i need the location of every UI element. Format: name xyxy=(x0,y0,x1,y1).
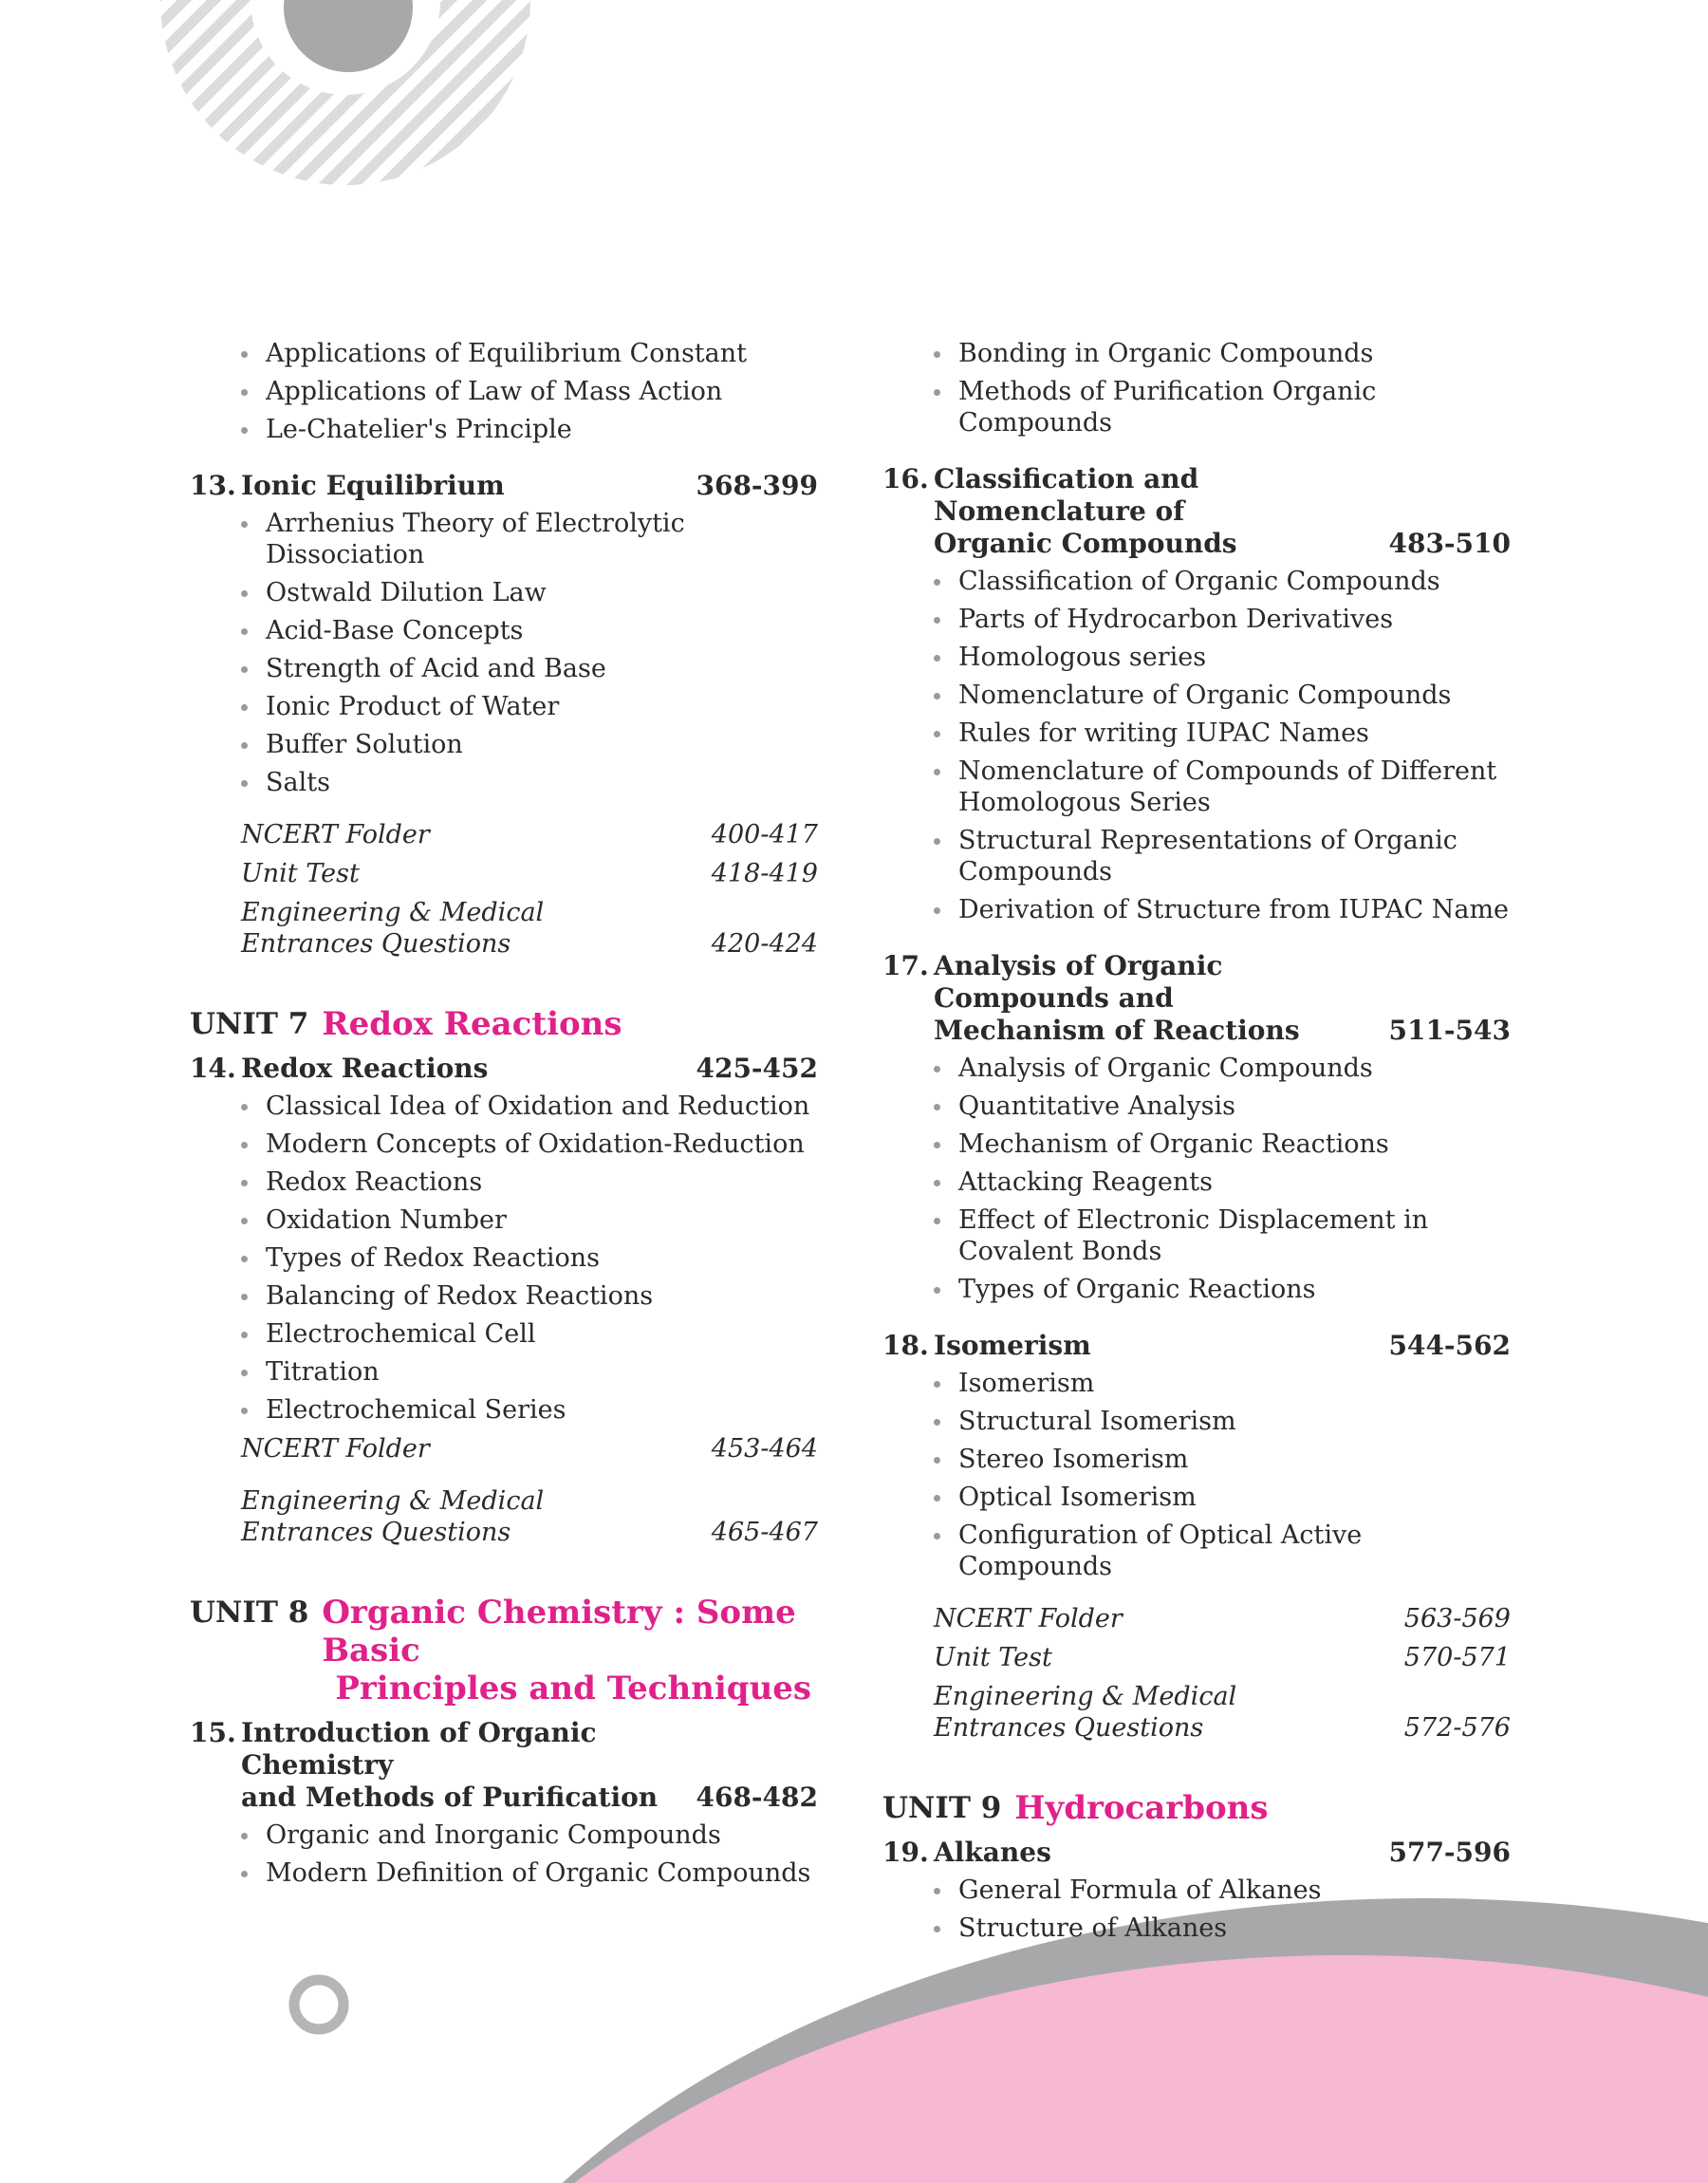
chapter-title xyxy=(934,463,1388,560)
topic-item: Ostwald Dilution Law xyxy=(241,577,818,608)
entry-label-line: Entrances Questions xyxy=(241,1518,511,1547)
chapter-19-heading xyxy=(882,1837,1511,1869)
entry-pages: 563-569 xyxy=(1403,1604,1511,1633)
entry-label xyxy=(241,897,544,960)
entry-label-line: Engineering & Medical xyxy=(241,898,545,927)
topic-item: Classical Idea of Oxidation and Reduction xyxy=(241,1091,818,1122)
chapter-pages: 511-543 xyxy=(1388,1015,1511,1046)
chapter-pages: 368-399 xyxy=(696,470,818,501)
chapter-number: 18. xyxy=(882,1330,929,1361)
topic-item: Le-Chatelier's Principle xyxy=(241,414,818,445)
topic-list xyxy=(882,338,1511,438)
unit-7-heading xyxy=(190,1005,818,1043)
topic-item: Types of Redox Reactions xyxy=(241,1242,818,1274)
topic-item: Buffer Solution xyxy=(241,729,818,760)
topic-item: Redox Reactions xyxy=(241,1166,818,1198)
topic-list xyxy=(882,1368,1511,1582)
topic-list xyxy=(190,508,818,798)
topic-item: Types of Organic Reactions xyxy=(934,1274,1511,1305)
chapter-pages: 544-562 xyxy=(1388,1330,1511,1361)
unit-test-entry xyxy=(190,858,818,889)
topic-item: Electrochemical Series xyxy=(241,1394,818,1426)
entry-label-line: Entrances Questions xyxy=(241,929,511,959)
topic-item: Stereo Isomerism xyxy=(934,1444,1511,1475)
topic-item: Configuration of Optical Active Compounds xyxy=(934,1520,1511,1582)
chapter-pages: 483-510 xyxy=(1388,528,1511,559)
toc-left-column xyxy=(190,338,818,1895)
unit-name-line: Organic Chemistry : Some Basic xyxy=(322,1594,796,1670)
entry-pages: 418-419 xyxy=(711,859,818,888)
ncert-folder-entry xyxy=(190,819,818,850)
chapter-16-heading xyxy=(882,463,1511,560)
topic-list xyxy=(190,1091,818,1426)
gray-circle-decoration xyxy=(284,0,413,72)
chapter-pages: 468-482 xyxy=(696,1782,818,1813)
entry-label: Unit Test xyxy=(241,859,360,888)
topic-list xyxy=(882,566,1511,925)
chapter-number: 17. xyxy=(882,950,929,981)
entry-pages: 570-571 xyxy=(1403,1643,1511,1672)
entry-label: NCERT Folder xyxy=(241,1434,430,1464)
topic-item: Oxidation Number xyxy=(241,1204,818,1236)
chapter-title xyxy=(934,950,1388,1047)
topic-item: Classification of Organic Compounds xyxy=(934,566,1511,597)
pink-arc-decoration xyxy=(351,1955,1708,2183)
topic-item: Structural Representations of Organic Compounds xyxy=(934,825,1511,887)
chapter-title-line: and Methods of Purification xyxy=(241,1782,659,1813)
entry-label-line: Engineering & Medical xyxy=(934,1682,1237,1711)
chapter-title-line: Introduction of Organic Chemistry xyxy=(241,1717,597,1781)
entry-label-line: Engineering & Medical xyxy=(241,1486,545,1516)
entry-pages: 572-576 xyxy=(1403,1713,1511,1743)
entrance-questions-entry xyxy=(190,897,818,960)
topic-item: Titration xyxy=(241,1356,818,1388)
chapter-title: Redox Reactions xyxy=(241,1053,489,1084)
topic-item: Optical Isomerism xyxy=(934,1482,1511,1513)
topic-item: Nomenclature of Compounds of Different Homologous Series xyxy=(934,756,1511,818)
topic-item: Homologous series xyxy=(934,642,1511,673)
unit-8-heading xyxy=(190,1594,818,1707)
unit-test-entry xyxy=(882,1642,1511,1673)
topic-item: Applications of Law of Mass Action xyxy=(241,376,818,407)
topic-list xyxy=(882,1053,1511,1305)
topic-item: Parts of Hydrocarbon Derivatives xyxy=(934,604,1511,635)
topic-item: Isomerism xyxy=(934,1368,1511,1399)
topic-item: Effect of Electronic Displacement in Covalent Bonds xyxy=(934,1204,1511,1267)
unit-9-heading xyxy=(882,1789,1511,1827)
chapter-number: 13. xyxy=(190,470,236,501)
chapter-title-line: Mechanism of Reactions xyxy=(934,1015,1300,1046)
chapter-title: Alkanes xyxy=(934,1837,1051,1868)
topic-item: Arrhenius Theory of Electrolytic Dissociation xyxy=(241,508,818,570)
toc-right-column xyxy=(882,338,1511,1950)
topic-item: Attacking Reagents xyxy=(934,1166,1511,1198)
entry-label: NCERT Folder xyxy=(934,1604,1123,1633)
ncert-folder-entry xyxy=(882,1603,1511,1634)
entry-pages: 465-467 xyxy=(711,1518,818,1547)
chapter-number: 15. xyxy=(190,1717,236,1748)
entrance-questions-entry xyxy=(190,1485,818,1548)
unit-name: Redox Reactions xyxy=(322,1005,622,1043)
chapter-18-heading xyxy=(882,1330,1511,1362)
topic-item: Organic and Inorganic Compounds xyxy=(241,1819,818,1851)
topic-item: Ionic Product of Water xyxy=(241,691,818,722)
entry-label xyxy=(934,1681,1236,1744)
topic-item: General Formula of Alkanes xyxy=(934,1875,1511,1906)
unit-name: Hydrocarbons xyxy=(1014,1789,1269,1827)
topic-item: Rules for writing IUPAC Names xyxy=(934,718,1511,749)
topic-item: Modern Definition of Organic Compounds xyxy=(241,1857,818,1889)
chapter-title: Isomerism xyxy=(934,1330,1091,1361)
chapter-title-line: Analysis of Organic Compounds and xyxy=(934,950,1223,1014)
topic-item: Bonding in Organic Compounds xyxy=(934,338,1511,369)
topic-list xyxy=(190,1819,818,1889)
unit-name xyxy=(322,1594,818,1707)
entry-label xyxy=(241,1485,544,1548)
topic-list xyxy=(882,1875,1511,1944)
topic-item: Modern Concepts of Oxidation-Reduction xyxy=(241,1129,818,1160)
chapter-14-heading xyxy=(190,1053,818,1085)
topic-item: Derivation of Structure from IUPAC Name xyxy=(934,894,1511,925)
chapter-17-heading xyxy=(882,950,1511,1047)
chapter-title-line: Organic Compounds xyxy=(934,528,1237,559)
unit-name-line: Principles and Techniques xyxy=(335,1670,812,1707)
entry-label: Unit Test xyxy=(934,1643,1052,1672)
topic-item: Electrochemical Cell xyxy=(241,1318,818,1350)
entry-pages: 453-464 xyxy=(711,1434,818,1464)
topic-item: Methods of Purification Organic Compounds xyxy=(934,376,1511,438)
topic-item: Analysis of Organic Compounds xyxy=(934,1053,1511,1084)
topic-item: Applications of Equilibrium Constant xyxy=(241,338,818,369)
topic-list xyxy=(190,338,818,445)
topic-item: Salts xyxy=(241,767,818,798)
entry-pages: 420-424 xyxy=(711,929,818,959)
topic-item: Quantitative Analysis xyxy=(934,1091,1511,1122)
chapter-number: 19. xyxy=(882,1837,929,1868)
chapter-title: Ionic Equilibrium xyxy=(241,470,505,501)
chapter-number: 14. xyxy=(190,1053,236,1084)
topic-item: Structural Isomerism xyxy=(934,1406,1511,1437)
unit-label: UNIT 7 xyxy=(190,1007,309,1041)
chapter-number: 16. xyxy=(882,463,929,494)
entrance-questions-entry xyxy=(882,1681,1511,1744)
unit-label: UNIT 9 xyxy=(882,1791,1002,1825)
chapter-13-heading xyxy=(190,470,818,502)
topic-item: Balancing of Redox Reactions xyxy=(241,1280,818,1312)
entry-pages: 400-417 xyxy=(711,820,818,849)
chapter-pages: 577-596 xyxy=(1388,1837,1511,1868)
topic-item: Structure of Alkanes xyxy=(934,1912,1511,1944)
topic-item: Nomenclature of Organic Compounds xyxy=(934,680,1511,711)
topic-item: Mechanism of Organic Reactions xyxy=(934,1129,1511,1160)
chapter-title xyxy=(241,1717,696,1814)
topic-item: Strength of Acid and Base xyxy=(241,653,818,684)
chapter-title-line: Classification and Nomenclature of xyxy=(934,463,1199,527)
small-ring-decoration xyxy=(294,1980,343,2029)
chapter-15-heading xyxy=(190,1717,818,1814)
ncert-folder-entry xyxy=(190,1433,818,1465)
chapter-pages: 425-452 xyxy=(696,1053,818,1084)
topic-item: Acid-Base Concepts xyxy=(241,615,818,646)
unit-label: UNIT 8 xyxy=(190,1595,309,1630)
entry-label: NCERT Folder xyxy=(241,820,430,849)
entry-label-line: Entrances Questions xyxy=(934,1713,1204,1743)
